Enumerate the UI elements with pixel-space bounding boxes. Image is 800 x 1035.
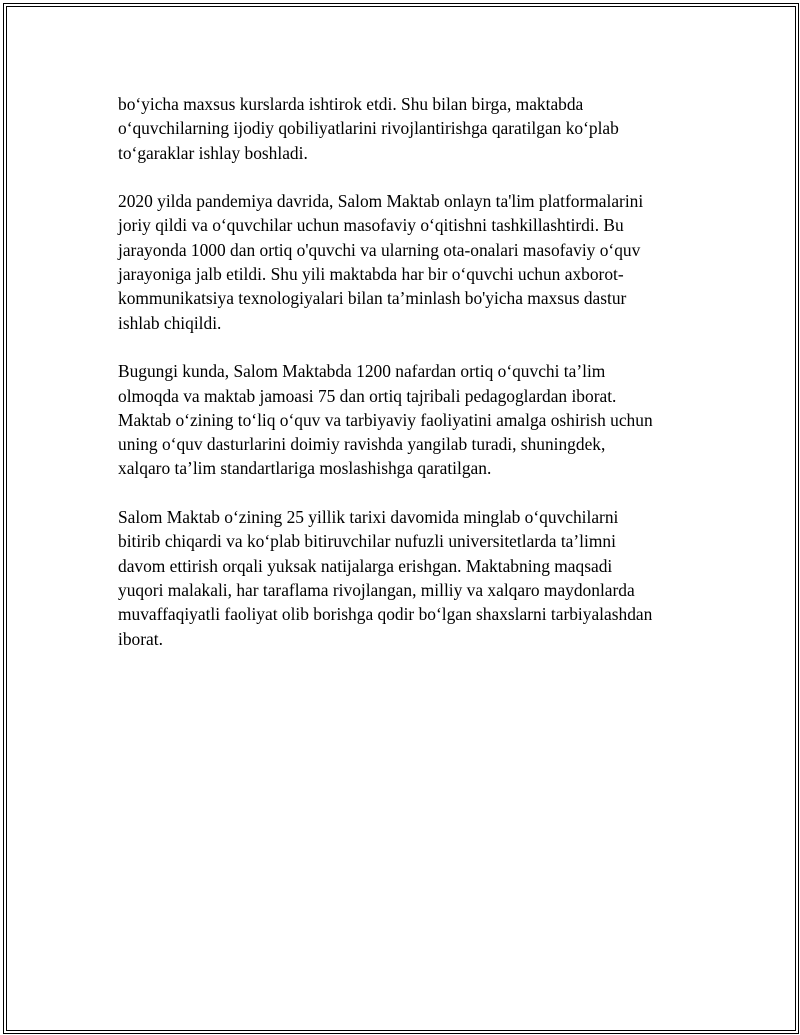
paragraph-line: kommunikatsiya texnologiyalari bilan ta’minlash bo'yicha maxsus dastur [118, 288, 627, 309]
paragraph-line: bitirib chiqardi va ko‘plab bitiruvchilar nufuzli universitetlarda ta’limni [118, 531, 616, 552]
paragraph-line: Maktab o‘zining to‘liq o‘quv va tarbiyaviy faoliyatini amalga oshirish uchun [118, 409, 653, 430]
paragraph-4 [118, 505, 698, 651]
paragraph-line: jarayonda 1000 dan ortiq o'quvchi va ularning ota-onalari masofaviy o‘quv [118, 239, 641, 260]
paragraph-line: yuqori malakali, har taraflama rivojlangan, milliy va xalqaro maydonlarda [118, 579, 635, 600]
paragraph-line: o‘quvchilarning ijodiy qobiliyatlarini rivojlantirishga qaratilgan ko‘plab [118, 118, 619, 139]
paragraph-line: jarayoniga jalb etildi. Shu yili maktabda har bir o‘quvchi uchun axborot- [118, 264, 624, 285]
paragraph-line: uning o‘quv dasturlarini doimiy ravishda yangilab turadi, shuningdek, [118, 434, 606, 455]
paragraph-line: davom ettirish orqali yuksak natijalarga erishgan. Maktabning maqsadi [118, 555, 613, 576]
paragraph-line: ishlab chiqildi. [118, 312, 222, 333]
paragraph-line: 2020 yilda pandemiya davrida, Salom Maktab onlayn ta'lim platformalarini [118, 191, 644, 212]
paragraph-line: bo‘yicha maxsus kurslarda ishtirok etdi. Shu bilan birga, maktabda [118, 94, 584, 114]
paragraph-line: olmoqda va maktab jamoasi 75 dan ortiq tajribali pedagoglardan iborat. [118, 385, 617, 406]
paragraph-2 [118, 189, 698, 335]
paragraph-line: xalqaro ta’lim standartlariga moslashishga qaratilgan. [118, 458, 492, 479]
paragraph-line: muvaffaqiyatli faoliyat olib borishga qodir bo‘lgan shaxslarni tarbiyalashdan [118, 604, 653, 625]
paragraph-line: joriy qildi va o‘quvchilar uchun masofaviy o‘qitishni tashkillashtirdi. Bu [118, 215, 624, 236]
paragraph-line: Salom Maktab o‘zining 25 yillik tarixi davomida minglab o‘quvchilarni [118, 507, 619, 528]
document-body [118, 92, 698, 675]
paragraph-1 [118, 92, 698, 165]
paragraph-line: to‘garaklar ishlay boshladi. [118, 142, 308, 163]
paragraph-line: iborat. [118, 628, 163, 649]
paragraph-3 [118, 359, 698, 480]
paragraph-line: Bugungi kunda, Salom Maktabda 1200 nafardan ortiq o‘quvchi ta’lim [118, 361, 606, 382]
